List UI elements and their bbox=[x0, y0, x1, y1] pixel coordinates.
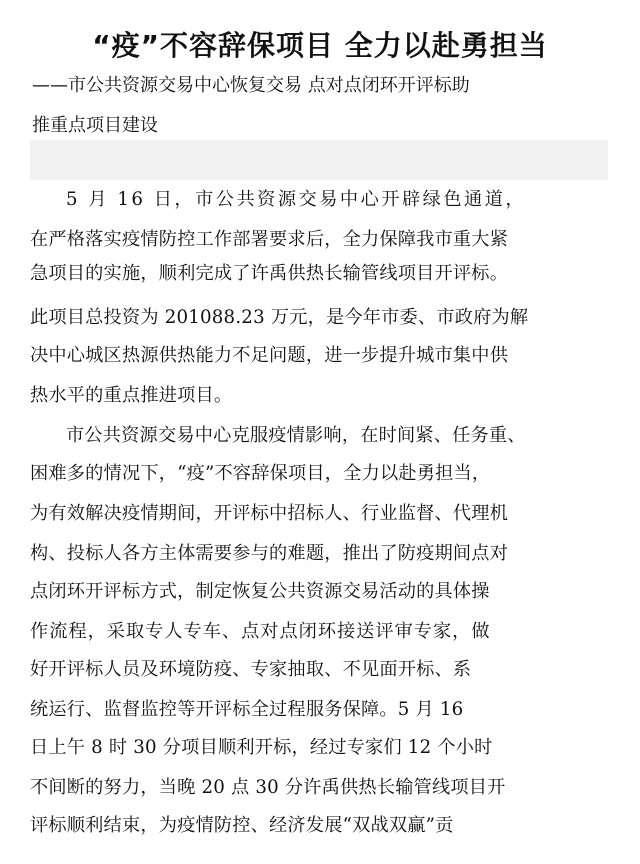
body-line: 日上午 8 时 30 分项目顺利开标，经过专家们 12 个小时 bbox=[30, 737, 493, 758]
body-line: 作流程，采取专人专车、点对点闭环接送评审专家，做 bbox=[30, 621, 491, 642]
body-line: 决中心城区热源供热能力不足问题，进一步提升城市集中供 bbox=[30, 345, 509, 366]
article-subtitle-line-2: 推重点项目建设 bbox=[32, 115, 158, 136]
highlight-band bbox=[30, 140, 608, 180]
body-line: 急项目的实施，顺利完成了许禹供热长输管线项目开评标。 bbox=[30, 263, 509, 284]
body-line: 此项目总投资为 201088.23 万元，是今年市委、市政府为解 bbox=[30, 307, 529, 328]
article-subtitle-line-1: ——市公共资源交易中心恢复交易 点对点闭环开评标助 bbox=[32, 75, 470, 96]
body-line: 为有效解决疫情期间，开评标中招标人、行业监督、代理机 bbox=[30, 503, 509, 524]
body-line: 好开评标人员及环境防疫、专家抽取、不见面开标、系 bbox=[30, 659, 472, 680]
body-line: 市公共资源交易中心克服疫情影响，在时间紧、任务重、 bbox=[66, 425, 526, 446]
body-line: 5 月 16 日，市公共资源交易中心开辟绿色通道， bbox=[66, 189, 527, 210]
body-line: 点闭环开评标方式，制定恢复公共资源交易活动的具体操 bbox=[30, 581, 490, 602]
body-line: 在严格落实疫情防控工作部署要求后，全力保障我市重大紧 bbox=[30, 229, 509, 250]
body-line: 困难多的情况下，“疫”不容辞保项目，全力以赴勇担当， bbox=[30, 463, 491, 484]
body-line: 热水平的重点推进项目。 bbox=[30, 385, 233, 406]
article-title: “疫”不容辞保项目 全力以赴勇担当 bbox=[92, 29, 548, 62]
body-line: 评标顺利结束，为疫情防控、经济发展“双战双赢”贡 bbox=[30, 815, 454, 836]
body-line: 构、投标人各方主体需要参与的难题，推出了防疫期间点对 bbox=[30, 543, 509, 564]
body-line: 不间断的努力，当晚 20 点 30 分许禹供热长输管线项目开 bbox=[30, 777, 506, 798]
body-line: 统运行、监督监控等开评标全过程服务保障。5 月 16 bbox=[30, 699, 464, 720]
